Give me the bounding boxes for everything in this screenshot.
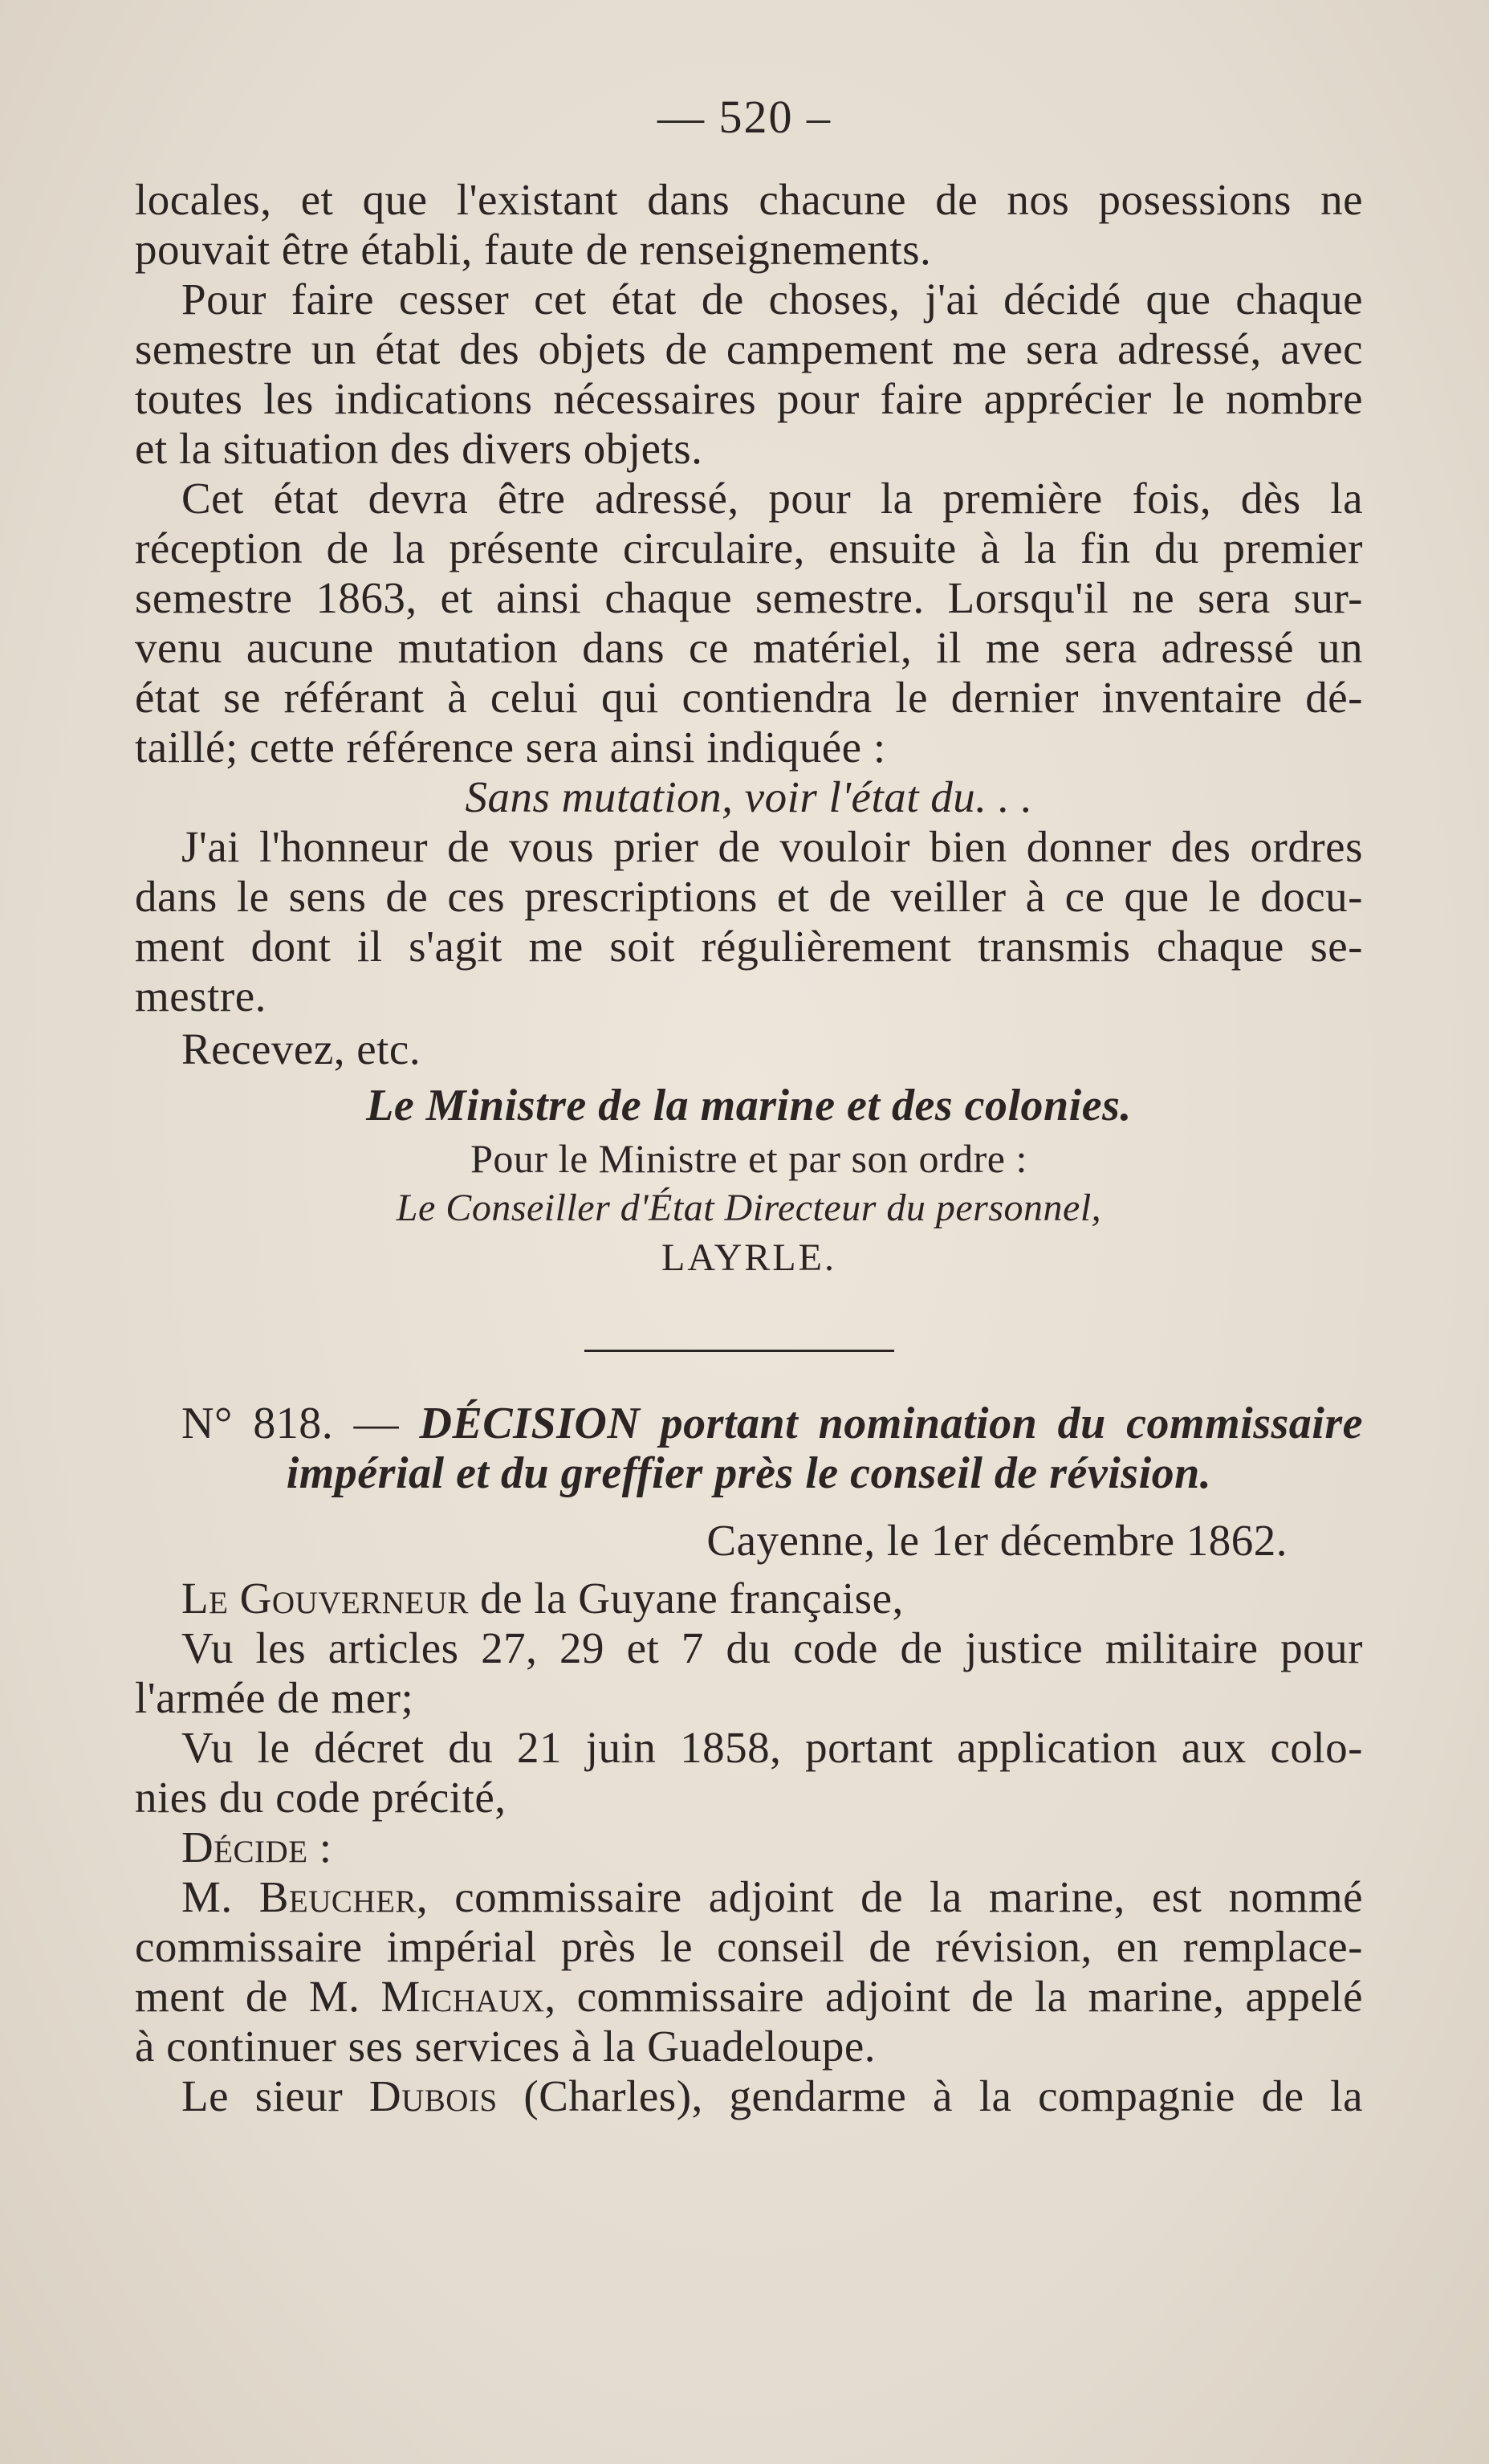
text-line: dans le sens de ces prescriptions et de veiller à ce que le docu- <box>135 872 1363 921</box>
person-name: Dubois <box>368 2071 498 2120</box>
text-line: semestre un état des objets de campement me sera adressé, avec <box>135 324 1363 373</box>
decision-title: DÉCISION portant nomination du commissaire <box>419 1399 1363 1448</box>
signature-order: Pour le Ministre et par son ordre : <box>470 1136 1027 1181</box>
decision-number: N° 818. — <box>181 1399 400 1448</box>
closing-line: Recevez, etc. <box>181 1024 421 1073</box>
text-line: à continuer ses services à la Guadeloupe. <box>135 2022 877 2071</box>
decision-heading <box>135 1399 1363 1448</box>
decision-title-line: impérial et du greffier près le conseil de révision. <box>286 1448 1212 1498</box>
decision-body <box>135 1399 1363 2121</box>
text-line: pouvait être établi, faute de renseignements. <box>135 225 932 274</box>
text-line: venu aucune mutation dans ce matériel, il me sera adressé un <box>135 623 1363 672</box>
signature-name: LAYRLE. <box>661 1236 836 1279</box>
authority-line <box>135 1574 1363 1623</box>
text-line <box>135 1872 1363 1922</box>
page-number: — 520 – <box>657 91 832 143</box>
text-line: Vu le décret du 21 juin 1858, portant application aux colo- <box>181 1723 1363 1772</box>
text-line <box>135 2071 1363 2121</box>
text-segment: , commissaire adjoint de la marine, appelé <box>544 1972 1363 2021</box>
text-line: et la situation des divers objets. <box>135 424 703 473</box>
quote-line: Sans mutation, voir l'état du. . . <box>465 772 1033 821</box>
person-name: Beucher <box>258 1872 417 1921</box>
text-line: taillé; cette référence sera ainsi indiquée : <box>135 723 886 772</box>
text-line: Vu les articles 27, 29 et 7 du code de justice militaire pour <box>181 1623 1363 1672</box>
text-line <box>135 1972 1363 2022</box>
letter-body <box>135 175 1363 1283</box>
text-line: l'armée de mer; <box>135 1673 414 1722</box>
text-line: nies du code précité, <box>135 1773 507 1822</box>
authority-rest: de la Guyane française, <box>468 1574 904 1623</box>
text-line: J'ai l'honneur de vous prier de vouloir bien donner des ordres <box>181 822 1363 871</box>
text-segment: (Charles), gendarme à la compagnie de la <box>497 2071 1363 2120</box>
text-line: réception de la présente circulaire, ensuite à la fin du premier <box>135 523 1363 572</box>
authority-prefix: Le Gouverneur <box>181 1574 469 1623</box>
person-name: Michaux <box>380 1972 545 2021</box>
text-line: Pour faire cesser cet état de choses, j'ai décidé que chaque <box>181 275 1363 324</box>
text-line: ment dont il s'agit me soit régulièrement transmis chaque se- <box>135 922 1363 971</box>
text-segment: M. <box>181 1872 259 1921</box>
signature-role: Le Conseiller d'État Directeur du personnel, <box>396 1187 1102 1229</box>
text-line: toutes les indications nécessaires pour faire apprécier le nombre <box>135 374 1363 423</box>
dateline: Cayenne, le 1er décembre 1862. <box>706 1516 1288 1565</box>
text-line: mestre. <box>135 971 266 1020</box>
text-line: commissaire impérial près le conseil de révision, en remplace- <box>135 1922 1363 1971</box>
text-segment: , commissaire adjoint de la marine, est nommé <box>416 1872 1364 1921</box>
text-line: semestre 1863, et ainsi chaque semestre. Lorsqu'il ne sera sur- <box>135 573 1363 622</box>
text-line: Cet état devra être adressé, pour la première fois, dès la <box>181 474 1363 523</box>
signature-title: Le Ministre de la marine et des colonies. <box>366 1081 1132 1130</box>
text-segment: ment de M. <box>135 1972 381 2021</box>
decide-line: Décide : <box>181 1823 332 1871</box>
section-divider <box>584 1350 894 1352</box>
text-line: locales, et que l'existant dans chacune de nos posessions ne <box>135 175 1363 224</box>
text-segment: Le sieur <box>181 2071 369 2120</box>
text-line: état se référant à celui qui contiendra le dernier inventaire dé- <box>135 673 1363 722</box>
